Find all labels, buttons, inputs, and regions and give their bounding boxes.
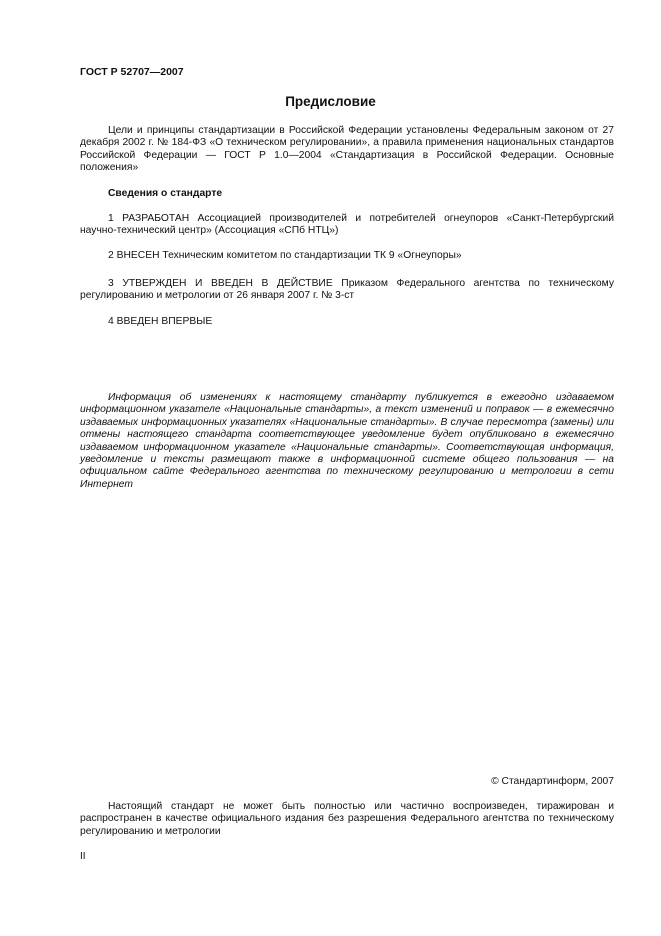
reproduction-notice: Настоящий стандарт не может быть полностью или частично воспроизведен, тиражирован и распространен в качестве официального издания без разрешения Федерального агентства по техническому регулированию и метрологии xyxy=(80,801,614,837)
copyright-line: © Стандартинформ, 2007 xyxy=(491,776,614,787)
standard-info-item-1: 1 РАЗРАБОТАН Ассоциацией производителей и потребителей огнеупоров «Санкт-Петербургский научно-технический центр» (Ассоциация «СПб НТЦ») xyxy=(80,213,614,237)
standard-info-item-3: 3 УТВЕРЖДЕН И ВВЕДЕН В ДЕЙСТВИЕ Приказом Федерального агентства по техническому регулированию и метрологии от 26 января 2007 г. № 3-ст xyxy=(80,278,614,302)
changes-information-notice: Информация об изменениях к настоящему стандарту публикуется в ежегодно издаваемом информационном указателе «Национальные стандарты», а текст изменений и поправок — в ежемесячно издаваемых информационных указателях «Национальные стандарты». В случае пересмотра (замены) или отмены настоящего стандарта соответствующее уведомление будет опубликовано в ежемесячно издаваемом информационном указателе «Национальные стандарты». Соответствующая информация, уведомление и тексты размещают также в информационной системе общего пользования — на официальном сайте Федерального агентства по техническому регулированию и метрологии в сети Интернет xyxy=(80,392,614,490)
standard-info-item-2: 2 ВНЕСЕН Техническим комитетом по стандартизации ТК 9 «Огнеупоры» xyxy=(108,250,462,261)
intro-paragraph: Цели и принципы стандартизации в Российской Федерации установлены Федеральным законом от 27 декабря 2002 г. № 184-ФЗ «О техническом регулировании», а правила применения национальных стандартов Российской Федерации — ГОСТ Р 1.0—2004 «Стандартизация в Российской Федерации. Основные положения» xyxy=(80,125,614,174)
page-number: II xyxy=(80,851,86,862)
page-header: ГОСТ Р 52707—2007 xyxy=(80,66,184,78)
standard-info-heading: Сведения о стандарте xyxy=(108,188,223,199)
standard-info-item-4: 4 ВВЕДЕН ВПЕРВЫЕ xyxy=(108,316,213,327)
page-title: Предисловие xyxy=(285,94,376,109)
